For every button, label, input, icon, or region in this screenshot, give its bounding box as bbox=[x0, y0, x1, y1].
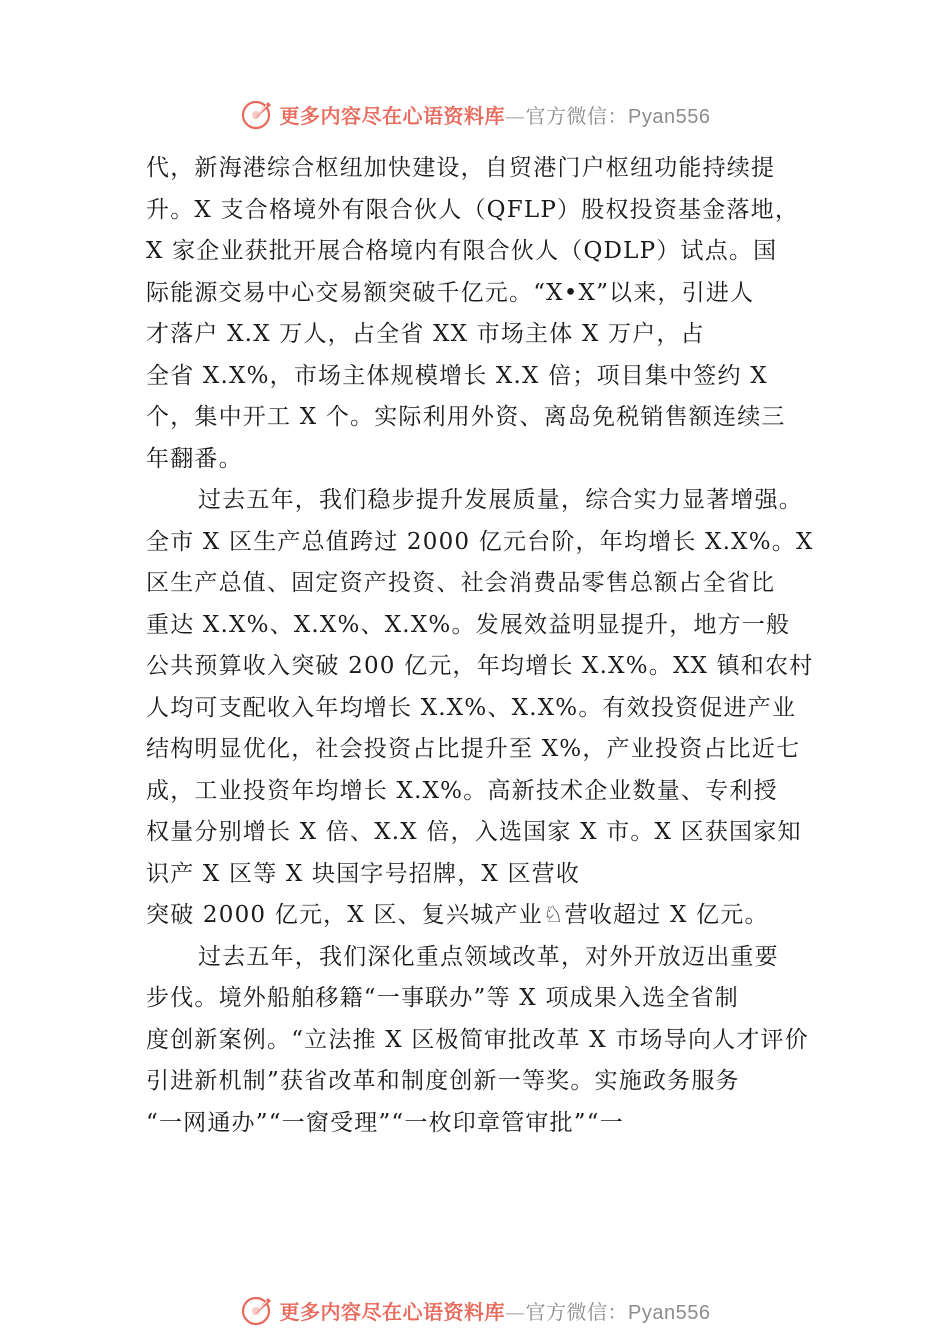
feather-logo-icon bbox=[240, 1292, 276, 1328]
text-line: 权量分别增长 X 倍、X.X 倍，入选国家 X 市。X 区获国家知 bbox=[146, 819, 802, 845]
banner-dash: — bbox=[505, 1299, 526, 1324]
feather-logo-icon bbox=[240, 96, 276, 132]
text-line: 过去五年，我们深化重点领域改革，对外开放迈出重要 bbox=[198, 943, 779, 970]
paragraph-3 bbox=[146, 937, 816, 1145]
text-line: 区生产总值、固定资产投资、社会消费品零售总额占全省比 bbox=[146, 570, 776, 596]
text-line: 全市 X 区生产总值跨过 2000 亿元台阶，年均增长 X.X%。X bbox=[146, 528, 814, 555]
text-line: 过去五年，我们稳步提升发展质量，综合实力显著增强。 bbox=[198, 487, 803, 513]
text-line: 全省 X.X%，市场主体规模增长 X.X 倍；项目集中签约 X bbox=[146, 362, 768, 389]
text-line: X 家企业获批开展合格境内有限合伙人（QDLP）试点。国 bbox=[146, 238, 778, 264]
text-line: 公共预算收入突破 200 亿元，年均增长 X.X%。XX 镇和农村 bbox=[146, 653, 814, 679]
paragraph-2 bbox=[146, 480, 816, 937]
banner-wechat-id: Pyan556 bbox=[628, 1301, 711, 1324]
text-line: 引进新机制”获省改革和制度创新一等奖。实施政务服务 bbox=[146, 1068, 740, 1094]
text-line: 度创新案例。“立法推 X 区极简审批改革 X 市场导向人才评价 bbox=[146, 1026, 809, 1053]
text-line: 步伐。境外船舶移籍“一事联办”等 X 项成果入选全省制 bbox=[146, 985, 739, 1011]
banner-library-name: 更多内容尽在心语资料库 bbox=[279, 1299, 506, 1324]
text-line: 重达 X.X%、X.X%、X.X%。发展效益明显提升，地方一般 bbox=[146, 611, 791, 638]
banner-wechat-id: Pyan556 bbox=[628, 105, 711, 128]
header-banner bbox=[0, 94, 950, 134]
footer-banner bbox=[0, 1290, 950, 1330]
text-line: 代，新海港综合枢纽加快建设，自贸港门户枢纽功能持续提 bbox=[146, 155, 776, 181]
text-line: 突破 2000 亿元，X 区、复兴城产业♘营收超过 X 亿元。 bbox=[146, 902, 769, 928]
text-line: 人均可支配收入年均增长 X.X%、X.X%。有效投资促进产业 bbox=[146, 694, 797, 721]
text-line: 升。X 支合格境外有限合伙人（QFLP）股权投资基金落地， bbox=[146, 196, 800, 223]
banner-wechat-label: 官方微信： bbox=[525, 103, 629, 128]
document-body bbox=[146, 148, 816, 1144]
text-line: 结构明显优化，社会投资占比提升至 X%，产业投资占比近七 bbox=[146, 736, 801, 762]
text-line: 年翻番。 bbox=[146, 445, 243, 472]
text-line: 识产 X 区等 X 块国字号招牌，X 区营收 bbox=[146, 860, 581, 887]
paragraph-1 bbox=[146, 148, 816, 480]
text-line: 成，工业投资年均增长 X.X%。高新技术企业数量、专利授 bbox=[146, 777, 778, 804]
banner-wechat-label: 官方微信： bbox=[525, 1299, 629, 1324]
banner-library-name: 更多内容尽在心语资料库 bbox=[279, 103, 506, 128]
banner-text bbox=[280, 100, 711, 129]
text-line: “一网通办”“一窗受理”“一枚印章管审批”“一 bbox=[146, 1109, 624, 1136]
text-line: 才落户 X.X 万人，占全省 XX 市场主体 X 万户，占 bbox=[146, 321, 705, 347]
text-line: 际能源交易中心交易额突破千亿元。“X•X”以来，引进人 bbox=[146, 279, 755, 306]
banner-dash: — bbox=[505, 103, 526, 128]
text-line: 个，集中开工 X 个。实际利用外资、离岛免税销售额连续三 bbox=[146, 404, 786, 430]
banner-text bbox=[280, 1296, 711, 1325]
